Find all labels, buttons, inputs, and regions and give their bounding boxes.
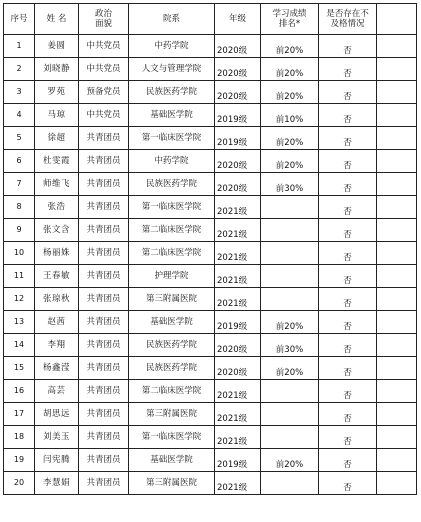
cell-fail: 否: [319, 380, 377, 403]
cell-fail: 否: [319, 35, 377, 58]
cell-index: 11: [4, 265, 35, 288]
cell-extra: [377, 196, 417, 219]
cell-name: 张文含: [35, 219, 79, 242]
student-table: [3, 3, 417, 495]
cell-rank: 前30%: [261, 334, 319, 357]
cell-rank: 前20%: [261, 35, 319, 58]
cell-department: 基础医学院: [129, 311, 215, 334]
cell-department: 第三附属医院: [129, 403, 215, 426]
cell-index: 2: [4, 58, 35, 81]
cell-department: 民族医药学院: [129, 334, 215, 357]
cell-extra: [377, 357, 417, 380]
cell-index: 6: [4, 150, 35, 173]
cell-department: 中药学院: [129, 35, 215, 58]
cell-fail: 否: [319, 196, 377, 219]
cell-political: 共青团员: [79, 472, 129, 495]
cell-fail: 否: [319, 472, 377, 495]
cell-grade: 2020级: [215, 35, 261, 58]
cell-rank: 前20%: [261, 311, 319, 334]
cell-rank: 前30%: [261, 173, 319, 196]
header-political: 政治 面貌: [79, 4, 129, 35]
cell-grade: 2021级: [215, 426, 261, 449]
cell-political: 共青团员: [79, 311, 129, 334]
cell-name: 张琼秋: [35, 288, 79, 311]
cell-political: 共青团员: [79, 403, 129, 426]
cell-extra: [377, 104, 417, 127]
cell-extra: [377, 265, 417, 288]
cell-name: 罗苑: [35, 81, 79, 104]
cell-rank: [261, 219, 319, 242]
cell-extra: [377, 150, 417, 173]
cell-grade: 2021级: [215, 242, 261, 265]
cell-fail: 否: [319, 127, 377, 150]
cell-political: 共青团员: [79, 127, 129, 150]
cell-name: 李慧娟: [35, 472, 79, 495]
table-row: [4, 403, 417, 426]
table-row: [4, 104, 417, 127]
cell-rank: 前20%: [261, 81, 319, 104]
cell-extra: [377, 127, 417, 150]
cell-name: 马琼: [35, 104, 79, 127]
cell-index: 9: [4, 219, 35, 242]
cell-index: 20: [4, 472, 35, 495]
cell-political: 共青团员: [79, 334, 129, 357]
header-row: [4, 4, 417, 35]
cell-grade: 2019级: [215, 127, 261, 150]
cell-index: 16: [4, 380, 35, 403]
cell-index: 4: [4, 104, 35, 127]
cell-name: 姜圆: [35, 35, 79, 58]
cell-rank: [261, 288, 319, 311]
cell-rank: 前20%: [261, 127, 319, 150]
cell-political: 共青团员: [79, 265, 129, 288]
table-row: [4, 288, 417, 311]
cell-index: 19: [4, 449, 35, 472]
cell-political: 共青团员: [79, 449, 129, 472]
table-row: [4, 449, 417, 472]
cell-fail: 否: [319, 242, 377, 265]
cell-department: 民族医药学院: [129, 173, 215, 196]
cell-name: 杨鑫滢: [35, 357, 79, 380]
header-department: 院系: [129, 4, 215, 35]
cell-extra: [377, 449, 417, 472]
cell-extra: [377, 242, 417, 265]
cell-name: 刘晓静: [35, 58, 79, 81]
cell-extra: [377, 380, 417, 403]
table-row: [4, 472, 417, 495]
cell-rank: [261, 426, 319, 449]
cell-fail: 否: [319, 58, 377, 81]
cell-fail: 否: [319, 426, 377, 449]
cell-name: 高芸: [35, 380, 79, 403]
cell-grade: 2020级: [215, 357, 261, 380]
cell-rank: 前10%: [261, 104, 319, 127]
cell-extra: [377, 173, 417, 196]
table-row: [4, 265, 417, 288]
cell-fail: 否: [319, 173, 377, 196]
header-index: 序号: [4, 4, 35, 35]
cell-grade: 2021级: [215, 403, 261, 426]
cell-extra: [377, 334, 417, 357]
cell-fail: 否: [319, 334, 377, 357]
cell-grade: 2020级: [215, 334, 261, 357]
table-row: [4, 35, 417, 58]
cell-department: 民族医药学院: [129, 81, 215, 104]
cell-political: 预备党员: [79, 81, 129, 104]
cell-index: 3: [4, 81, 35, 104]
cell-index: 17: [4, 403, 35, 426]
cell-fail: 否: [319, 104, 377, 127]
cell-department: 第二临床医学院: [129, 380, 215, 403]
cell-name: 李翔: [35, 334, 79, 357]
cell-name: 徐超: [35, 127, 79, 150]
cell-political: 中共党员: [79, 35, 129, 58]
cell-rank: [261, 380, 319, 403]
cell-index: 10: [4, 242, 35, 265]
cell-grade: 2021级: [215, 219, 261, 242]
cell-department: 第二临床医学院: [129, 242, 215, 265]
cell-grade: 2020级: [215, 150, 261, 173]
table-row: [4, 311, 417, 334]
table-row: [4, 380, 417, 403]
cell-political: 共青团员: [79, 196, 129, 219]
cell-grade: 2021级: [215, 288, 261, 311]
cell-grade: 2020级: [215, 81, 261, 104]
table-row: [4, 150, 417, 173]
table-row: [4, 58, 417, 81]
cell-political: 中共党员: [79, 104, 129, 127]
cell-department: 第三附属医院: [129, 288, 215, 311]
cell-department: 护理学院: [129, 265, 215, 288]
cell-department: 基础医学院: [129, 104, 215, 127]
cell-rank: 前20%: [261, 357, 319, 380]
cell-rank: [261, 242, 319, 265]
cell-name: 张浩: [35, 196, 79, 219]
cell-political: 中共党员: [79, 58, 129, 81]
cell-political: 共青团员: [79, 150, 129, 173]
cell-fail: 否: [319, 219, 377, 242]
cell-extra: [377, 472, 417, 495]
cell-index: 18: [4, 426, 35, 449]
header-fail: 是否存在不 及格情况: [319, 4, 377, 35]
cell-grade: 2020级: [215, 58, 261, 81]
cell-fail: 否: [319, 403, 377, 426]
cell-grade: 2020级: [215, 173, 261, 196]
cell-name: 胡思远: [35, 403, 79, 426]
cell-index: 8: [4, 196, 35, 219]
header-extra: [377, 4, 417, 35]
table-row: [4, 242, 417, 265]
cell-rank: [261, 403, 319, 426]
cell-index: 7: [4, 173, 35, 196]
cell-index: 1: [4, 35, 35, 58]
cell-political: 共青团员: [79, 357, 129, 380]
cell-extra: [377, 58, 417, 81]
cell-fail: 否: [319, 311, 377, 334]
cell-name: 刘美玉: [35, 426, 79, 449]
cell-political: 共青团员: [79, 288, 129, 311]
cell-rank: 前20%: [261, 58, 319, 81]
cell-name: 王春敏: [35, 265, 79, 288]
table-row: [4, 173, 417, 196]
cell-extra: [377, 219, 417, 242]
table-row: [4, 219, 417, 242]
cell-rank: [261, 196, 319, 219]
cell-political: 共青团员: [79, 219, 129, 242]
cell-name: 赵茜: [35, 311, 79, 334]
cell-extra: [377, 311, 417, 334]
cell-name: 师维飞: [35, 173, 79, 196]
table-row: [4, 127, 417, 150]
cell-name: 杨丽姝: [35, 242, 79, 265]
cell-name: 闫宪腾: [35, 449, 79, 472]
cell-index: 12: [4, 288, 35, 311]
cell-department: 民族医药学院: [129, 357, 215, 380]
cell-department: 第三附属医院: [129, 472, 215, 495]
cell-extra: [377, 426, 417, 449]
cell-grade: 2021级: [215, 196, 261, 219]
cell-grade: 2021级: [215, 380, 261, 403]
cell-department: 基础医学院: [129, 449, 215, 472]
cell-extra: [377, 81, 417, 104]
cell-political: 共青团员: [79, 426, 129, 449]
cell-political: 共青团员: [79, 380, 129, 403]
cell-department: 中药学院: [129, 150, 215, 173]
cell-index: 13: [4, 311, 35, 334]
cell-fail: 否: [319, 449, 377, 472]
cell-grade: 2019级: [215, 311, 261, 334]
table-row: [4, 81, 417, 104]
cell-index: 15: [4, 357, 35, 380]
cell-rank: 前20%: [261, 449, 319, 472]
cell-department: 第二临床医学院: [129, 219, 215, 242]
cell-department: 人文与管理学院: [129, 58, 215, 81]
cell-grade: 2021级: [215, 472, 261, 495]
cell-grade: 2019级: [215, 104, 261, 127]
cell-fail: 否: [319, 150, 377, 173]
cell-fail: 否: [319, 288, 377, 311]
header-grade: 年级: [215, 4, 261, 35]
header-name: 姓 名: [35, 4, 79, 35]
table-row: [4, 334, 417, 357]
cell-fail: 否: [319, 357, 377, 380]
cell-department: 第一临床医学院: [129, 196, 215, 219]
cell-department: 第一临床医学院: [129, 426, 215, 449]
cell-index: 14: [4, 334, 35, 357]
cell-rank: [261, 472, 319, 495]
cell-index: 5: [4, 127, 35, 150]
cell-extra: [377, 35, 417, 58]
cell-political: 共青团员: [79, 242, 129, 265]
cell-extra: [377, 288, 417, 311]
table-row: [4, 426, 417, 449]
header-rank: 学习成绩 排名*: [261, 4, 319, 35]
table-row: [4, 357, 417, 380]
cell-grade: 2021级: [215, 265, 261, 288]
cell-grade: 2019级: [215, 449, 261, 472]
cell-fail: 否: [319, 265, 377, 288]
table-row: [4, 196, 417, 219]
cell-department: 第一临床医学院: [129, 127, 215, 150]
cell-fail: 否: [319, 81, 377, 104]
cell-rank: [261, 265, 319, 288]
cell-rank: 前20%: [261, 150, 319, 173]
cell-extra: [377, 403, 417, 426]
cell-name: 杜雯霞: [35, 150, 79, 173]
cell-political: 共青团员: [79, 173, 129, 196]
document-page: [3, 3, 417, 495]
